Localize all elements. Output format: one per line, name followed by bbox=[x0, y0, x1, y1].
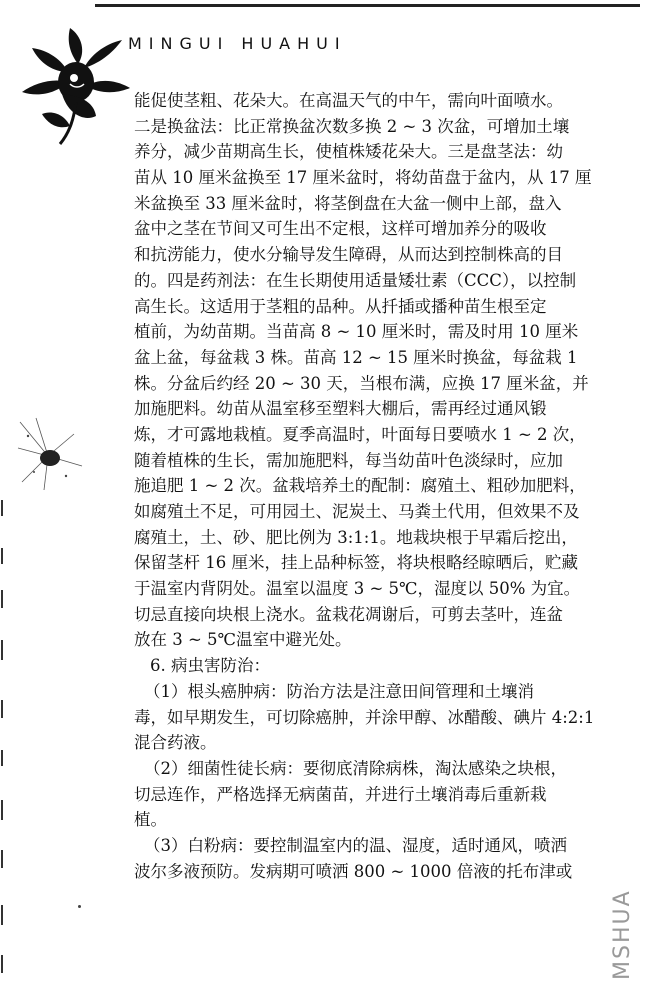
text-line: 腐殖土，土、砂、肥比例为 3:1:1。地栽块根于早霜后挖出， bbox=[134, 527, 578, 547]
text-line: （3）白粉病：要控制温室内的温、湿度，适时通风，喷洒 bbox=[144, 835, 567, 855]
edge-mark bbox=[1, 850, 3, 868]
text-line: 盆上盆，每盆栽 3 株。苗高 12 ~ 15 厘米时换盆，每盆栽 1 bbox=[134, 347, 578, 367]
text-line: 切忌直接向块根上浇水。盆栽花凋谢后，可剪去茎叶，连盆 bbox=[134, 604, 563, 624]
text-line: 米盆换至 33 厘米盆时，将茎倒盘在大盆一侧中上部，盘入 bbox=[134, 193, 562, 213]
text-line: 高生长。这适用于茎粗的品种。从扦插或播种苗生根至定 bbox=[134, 296, 547, 316]
edge-mark bbox=[1, 590, 3, 608]
text-line: 养分，减少苗期高生长，使植株矮花朵大。三是盘茎法：幼 bbox=[134, 142, 563, 162]
sparkle-decoration bbox=[16, 412, 86, 492]
header-rule bbox=[95, 4, 640, 7]
text-line: 施追肥 1 ~ 2 次。盆栽培养土的配制：腐殖土、粗砂加肥料， bbox=[134, 476, 586, 496]
edge-mark bbox=[1, 750, 3, 766]
edge-mark bbox=[1, 640, 3, 660]
text-line: （2）细菌性徒长病：要彻底清除病株，淘汰感染之块根， bbox=[144, 758, 567, 778]
text-line: 毒，如早期发生，可切除癌肿，并涂甲醇、冰醋酸、碘片 4:2:1 bbox=[134, 707, 595, 727]
text-line: 加施肥料。幼苗从温室移至塑料大棚后，需再经过通风锻 bbox=[134, 399, 547, 419]
edge-mark bbox=[1, 955, 3, 973]
text-line: （1）根头癌肿病：防治方法是注意田间管理和土壤消 bbox=[144, 681, 534, 701]
watermark-text: MSHUA bbox=[610, 889, 635, 980]
text-line: 炼，才可露地栽植。夏季高温时，叶面每日要喷水 1 ~ 2 次， bbox=[134, 424, 586, 444]
text-line: 保留茎杆 16 厘米，挂上品种标签，将块根略经晾晒后，贮藏 bbox=[134, 553, 578, 573]
edge-mark bbox=[1, 905, 3, 925]
edge-mark bbox=[1, 800, 3, 820]
text-line: 株。分盆后约经 20 ~ 30 天，当根布满，应换 17 厘米盆，并 bbox=[134, 373, 589, 393]
body-text bbox=[134, 88, 595, 884]
orchid-flower-logo bbox=[12, 18, 142, 148]
text-line: 如腐殖土不足，可用园土、泥炭土、马粪土代用，但效果不及 bbox=[134, 502, 580, 521]
edge-mark bbox=[1, 548, 3, 564]
text-line: 的。四是药剂法：在生长期使用适量矮壮素（CCC），以控制 bbox=[134, 270, 577, 290]
text-line: 和抗涝能力，使水分输导发生障碍，从而达到控制株高的目 bbox=[134, 245, 563, 265]
text-line: 随着植株的生长，需加施肥料，每当幼苗叶色淡绿时，应加 bbox=[134, 450, 563, 470]
text-line: 能促使茎粗、花朵大。在高温天气的中午，需向叶面喷水。 bbox=[134, 91, 563, 110]
scan-dot bbox=[78, 905, 81, 908]
text-line: 切忌连作，严格选择无病菌苗，并进行土壤消毒后重新栽 bbox=[134, 784, 547, 804]
text-line: 植前，为幼苗期。当苗高 8 ~ 10 厘米时，需及时用 10 厘米 bbox=[134, 322, 579, 342]
text-line: 放在 3 ~ 5℃温室中避光处。 bbox=[134, 630, 352, 650]
binding-edge-marks bbox=[0, 0, 6, 1001]
text-line: 苗从 10 厘米盆换至 17 厘米盆时，将幼苗盘于盆内，从 17 厘 bbox=[134, 168, 592, 188]
header-title: MINGUI HUAHUI bbox=[128, 34, 347, 53]
edge-mark bbox=[1, 500, 3, 516]
text-line: 于温室内背阴处。温室以温度 3 ~ 5℃，湿度以 50% 为宜。 bbox=[134, 579, 581, 599]
text-line: 二是换盆法：比正常换盆次数多换 2 ~ 3 次盆，可增加土壤 bbox=[134, 116, 570, 136]
text-line: 植。 bbox=[134, 810, 167, 830]
text-line: 波尔多液预防。发病期可喷洒 800 ~ 1000 倍液的托布津或 bbox=[134, 861, 573, 881]
edge-mark bbox=[1, 700, 3, 718]
text-line: 混合药液。 bbox=[134, 733, 217, 753]
text-line: 盆中之茎在节间又可生出不定根，这样可增加养分的吸收 bbox=[134, 219, 547, 239]
section-heading: 6. 病虫害防治： bbox=[150, 656, 270, 676]
